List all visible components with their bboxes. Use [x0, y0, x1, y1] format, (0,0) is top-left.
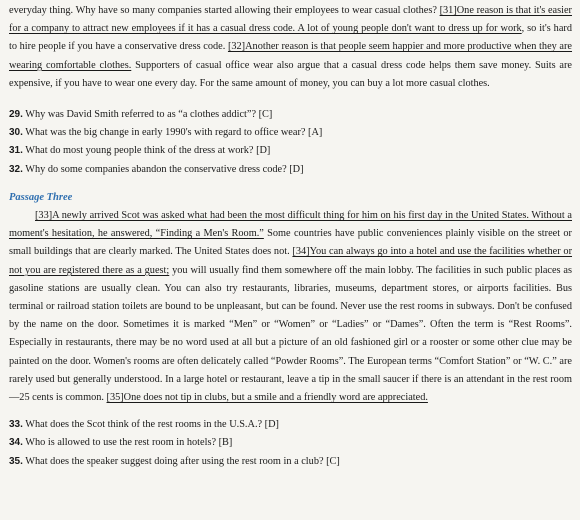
passage-three-title: Passage Three: [9, 191, 73, 203]
question-31: 31. What do most young people think of the dress at work? [D]: [9, 145, 271, 157]
question-30: 30. What was the big change in early 1990's with regard to office wear? [A]: [9, 127, 323, 139]
passage-three-text-1: Some countries have public conveniences plainly visible on the street or small buildings that are clearly marked. The United States does not.: [9, 228, 572, 258]
passage-two-paragraph: [9, 2, 572, 93]
passage-three-text-2: you will usually find them somewhere off the main lobby. The facilities in such public places as gasoline stations are usually clean. You can also try restaurants, libraries, museums, department stores, or airports facilities. Bus terminal or railroad station toilets are bound to be unpleasant, but can be found. Never use the rest rooms in subways. Don't be confused by the name on the door. Sometimes it is marked “Men” or “Women” or “Ladies” or “Dames”. Often the term is “Rest Rooms”. Especially in restaurants, there may be no word used at all but a picture of an old fashioned girl or a rooster or some other clue may be painted on the door. Women's rooms are often delicately called “Powder Rooms”. The European terms “Comfort Station” or “W. C.” are rarely used but generally understood. In a large hotel or restaurant, leave a tip in the small saucer if there is an attendant in the rest room—25 cents is common.: [9, 264, 572, 404]
questions-29-32: [9, 106, 572, 179]
passage-two-text-1: everyday thing. Why have so many companies started allowing their employees to wear casual clothes?: [9, 5, 440, 16]
answer-33-underline: [33]A newly arrived Scot was asked what had been the most difficult thing for him on his first day in the United States. Without a moment's hesitation, he answered, “Finding a Men's Room.”: [9, 210, 572, 240]
question-33: 33. What does the Scot think of the rest rooms in the U.S.A.? [D]: [9, 419, 279, 431]
questions-33-35: [9, 416, 572, 471]
passage-two-text-2: , so it's hard to hire people if you have a conservative dress code.: [9, 23, 572, 53]
passage-three-paragraph: [9, 207, 572, 407]
question-29: 29. Why was David Smith referred to as “a clothes addict”? [C]: [9, 109, 273, 121]
question-32: 32. Why do some companies abandon the conservative dress code? [D]: [9, 163, 304, 175]
question-35: 35. What does the speaker suggest doing after using the rest room in a club? [C]: [9, 455, 340, 467]
question-34: 34. Who is allowed to use the rest room in hotels? [B]: [9, 437, 233, 449]
answer-34-underline: [34]You can always go into a hotel and use the facilities whether or not you are registered there as a guest;: [9, 246, 573, 276]
answer-32-underline: [32]Another reason is that people seem happier and more productive when they are wearing comfortable clothes.: [9, 41, 573, 71]
answer-31-underline: [31]One reason is that it's easier for a company to attract new employees if it has a casual dress code. A lot of young people don't want to dress up for work: [9, 5, 572, 35]
passage-two-text-3: Supporters of casual office wear also argue that a casual dress code helps them save money. Suits are expensive, if you have to wear one every day. For the same amount of money, you can buy a lot more casual clothes.: [9, 59, 572, 89]
answer-35-underline: [35]One does not tip in clubs, but a smile and a friendly word are appreciated.: [106, 392, 428, 404]
